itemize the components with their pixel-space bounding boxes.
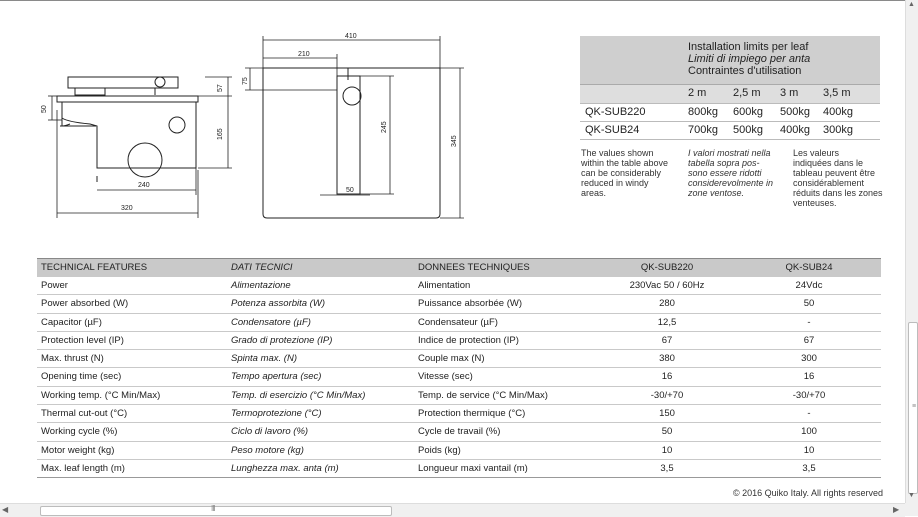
- dim-245: 245: [381, 121, 388, 133]
- side-view-cap: [75, 88, 105, 95]
- limits-value: 700kg: [688, 124, 718, 136]
- horizontal-scrollbar[interactable]: [0, 503, 905, 517]
- installation-limits-table: [580, 36, 880, 140]
- feature-en: Power: [41, 280, 68, 291]
- scroll-right-arrow-icon[interactable]: ▶: [893, 505, 900, 514]
- limits-length-columns: [580, 84, 880, 103]
- table-row: [37, 276, 881, 294]
- table-row: [37, 386, 881, 404]
- value-sub24: 67: [803, 334, 815, 346]
- scroll-up-arrow-icon[interactable]: ▲: [908, 1, 915, 8]
- scroll-left-arrow-icon[interactable]: ◀: [2, 505, 9, 514]
- horizontal-scroll-thumb[interactable]: [40, 506, 392, 516]
- value-sub24: -: [807, 408, 811, 420]
- copyright-notice: © 2016 Quiko Italy. All rights reserved: [732, 488, 883, 498]
- feature-fr: Condensateur (µF): [418, 316, 498, 328]
- limits-col: 2,5 m: [733, 87, 761, 99]
- note-line: tabella sopra pos-: [688, 158, 760, 168]
- feature-en: Max. leaf length (m): [41, 462, 125, 474]
- note-line: réduits dans les zones: [793, 188, 883, 198]
- value-sub220: 380: [659, 353, 675, 365]
- value-sub24: 10: [803, 444, 815, 456]
- table-row: [37, 367, 881, 385]
- limits-header: [580, 36, 880, 84]
- value-sub220: 67: [661, 334, 673, 346]
- side-view-hole-large: [128, 143, 162, 177]
- value-sub220: 3,5: [660, 462, 674, 474]
- feature-fr: Poids (kg): [418, 444, 461, 456]
- dim-320: 320: [121, 205, 133, 212]
- feature-en: Working cycle (%): [41, 426, 118, 438]
- feature-it: Spinta max. (N): [231, 353, 297, 365]
- limits-model: QK-SUB24: [585, 124, 640, 136]
- note-line: within the table above: [581, 158, 669, 168]
- feature-it: Peso motore (kg): [231, 444, 304, 456]
- value-sub220: 16: [661, 371, 673, 383]
- technical-features-table: [37, 258, 881, 478]
- limits-row: [580, 103, 880, 121]
- limits-value: 500kg: [780, 106, 810, 118]
- vertical-scroll-thumb[interactable]: [908, 322, 918, 494]
- limits-col: 2 m: [688, 87, 707, 99]
- limits-value: 400kg: [823, 106, 853, 118]
- scroll-down-arrow-icon[interactable]: ▼: [908, 492, 915, 499]
- feature-en: Thermal cut-out (°C): [41, 408, 128, 420]
- feature-it: Ciclo di lavoro (%): [231, 426, 309, 438]
- note-english: [581, 148, 668, 198]
- dim-210: 210: [298, 51, 310, 58]
- limits-col: 3 m: [780, 87, 799, 99]
- limits-value: 500kg: [733, 124, 763, 136]
- note-line: sono essere ridotti: [688, 168, 762, 178]
- note-line: I valori mostrati nella: [688, 148, 771, 158]
- feature-en: Opening time (sec): [41, 371, 122, 383]
- side-view-flange: [57, 96, 198, 102]
- feature-it: Termoprotezione (°C): [231, 408, 322, 420]
- dim-240: 240: [138, 182, 150, 189]
- note-line: can be considerably: [581, 168, 662, 178]
- feature-en: Max. thrust (N): [41, 353, 104, 365]
- vertical-scrollbar[interactable]: [905, 0, 918, 503]
- note-line: considérablement: [793, 178, 865, 188]
- value-sub24: 50: [803, 298, 815, 310]
- value-sub220: 150: [659, 408, 675, 420]
- feature-fr: Longueur maxi vantail (m): [418, 462, 528, 474]
- limits-value: 400kg: [780, 124, 810, 136]
- limits-value: 600kg: [733, 106, 763, 118]
- table-row: [37, 331, 881, 349]
- feature-fr: Puissance absorbée (W): [418, 298, 523, 310]
- feature-fr: Vitesse (sec): [418, 371, 473, 383]
- limits-title-it: Limiti di impiego per anta: [688, 53, 811, 65]
- limits-value: 800kg: [688, 106, 718, 118]
- note-line: reduced in windy: [581, 178, 649, 188]
- tech-header-en: TECHNICAL FEATURES: [41, 262, 148, 273]
- top-view-pivot: [343, 87, 361, 105]
- feature-fr: Temp. de service (°C Min/Max): [418, 389, 548, 401]
- grip-icon: III: [211, 504, 215, 513]
- feature-it: Tempo apertura (sec): [231, 371, 322, 383]
- limits-row: [580, 121, 880, 140]
- note-line: tableau peuvent être: [793, 168, 876, 178]
- value-sub220: -30/+70: [650, 389, 684, 401]
- top-view-outline: [263, 68, 440, 218]
- table-row: [37, 294, 881, 312]
- grip-icon: ≡: [912, 403, 917, 410]
- feature-it: Condensatore (µF): [231, 316, 311, 328]
- feature-en: Working temp. (°C Min/Max): [41, 389, 161, 401]
- dim-57: 57: [217, 84, 224, 92]
- limits-model: QK-SUB220: [585, 106, 646, 118]
- value-sub220: 10: [661, 444, 673, 456]
- dim-165: 165: [217, 128, 224, 140]
- feature-en: Capacitor (µF): [41, 316, 102, 328]
- note-line: indiquées dans le: [793, 158, 864, 168]
- feature-fr: Alimentation: [418, 280, 471, 291]
- limits-value: 300kg: [823, 124, 853, 136]
- value-sub24: -: [807, 316, 811, 328]
- tech-header-model-220: QK-SUB220: [640, 262, 694, 273]
- feature-it: Temp. di esercizio (°C Min/Max): [231, 389, 366, 401]
- feature-it: Alimentazione: [231, 280, 291, 291]
- table-row: [37, 459, 881, 478]
- dim-410: 410: [345, 33, 357, 40]
- feature-en: Power absorbed (W): [41, 298, 129, 310]
- table-row: [37, 422, 881, 440]
- note-french: [793, 148, 883, 208]
- value-sub24: 24Vdc: [795, 280, 823, 291]
- feature-en: Motor weight (kg): [41, 444, 115, 456]
- limits-col: 3,5 m: [823, 87, 851, 99]
- feature-fr: Indice de protection (IP): [418, 334, 519, 346]
- value-sub220: 230Vac 50 / 60Hz: [629, 280, 705, 291]
- value-sub24: 16: [803, 371, 815, 383]
- feature-fr: Cycle de travail (%): [418, 426, 501, 438]
- note-line: venteuses.: [793, 198, 837, 208]
- table-row: [37, 441, 881, 459]
- limits-title-en: Installation limits per leaf: [688, 41, 809, 53]
- value-sub24: -30/+70: [792, 389, 826, 401]
- note-line: areas.: [581, 188, 607, 198]
- tech-header-row: [37, 258, 881, 276]
- value-sub220: 12,5: [657, 316, 677, 328]
- top-view-arm: [337, 76, 360, 194]
- feature-it: Lunghezza max. anta (m): [231, 462, 339, 474]
- feature-fr: Couple max (N): [418, 353, 485, 365]
- note-line: considerevolmente in: [688, 178, 774, 188]
- tech-header-model-24: QK-SUB24: [785, 262, 833, 273]
- dim-50-bottom: 50: [346, 187, 354, 194]
- value-sub24: 100: [801, 426, 817, 438]
- scrollbar-corner: [905, 503, 918, 516]
- dim-50-left: 50: [41, 105, 48, 113]
- note-line: Les valeurs: [793, 148, 840, 158]
- tech-header-it: DATI TECNICI: [231, 262, 293, 273]
- technical-drawing: [0, 0, 580, 230]
- note-italian: [688, 148, 773, 198]
- dim-345: 345: [451, 135, 458, 147]
- value-sub24: 3,5: [802, 462, 816, 474]
- table-row: [37, 313, 881, 331]
- dim-75: 75: [242, 77, 249, 85]
- feature-it: Grado di protezione (IP): [231, 334, 333, 346]
- note-line: The values shown: [581, 148, 654, 158]
- table-row: [37, 349, 881, 367]
- feature-en: Protection level (IP): [41, 334, 124, 346]
- limits-title-fr: Contraintes d'utilisation: [688, 65, 802, 77]
- tech-header-fr: DONNEES TECHNIQUES: [418, 262, 530, 273]
- feature-fr: Protection thermique (°C): [418, 408, 526, 420]
- feature-it: Potenza assorbita (W): [231, 298, 325, 310]
- note-line: zone ventose.: [688, 188, 745, 198]
- value-sub220: 280: [659, 298, 675, 310]
- table-row: [37, 404, 881, 422]
- value-sub220: 50: [661, 426, 673, 438]
- side-view-hole-small: [169, 117, 185, 133]
- value-sub24: 300: [801, 353, 817, 365]
- side-view-box: [62, 102, 196, 168]
